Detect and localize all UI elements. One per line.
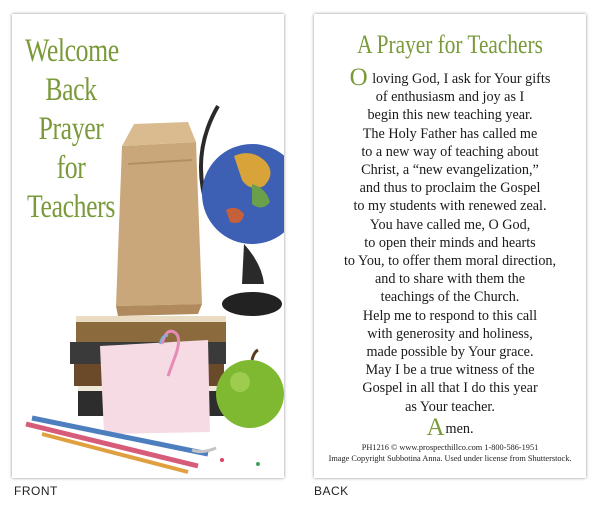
prayer-line: loving God, I ask for Your gifts bbox=[368, 71, 551, 87]
prayer-title: A Prayer for Teachers bbox=[357, 30, 543, 59]
back-card bbox=[314, 14, 586, 478]
prayer-line: and thus to proclaim the Gospel bbox=[359, 180, 541, 197]
copyright-line: Image Copyright Subbotina Anna. Used under license from Shutterstock. bbox=[328, 454, 572, 463]
prayer-line: teachings of the Church. bbox=[380, 289, 520, 306]
prayer-text bbox=[320, 64, 580, 441]
front-title-line: for bbox=[56, 150, 86, 186]
amen-drop-cap: A bbox=[426, 413, 445, 441]
prayer-line: Gospel in all that I do this year bbox=[362, 380, 538, 397]
front-title-line: Teachers bbox=[27, 189, 115, 225]
prayer-line: made possible by Your grace. bbox=[366, 344, 534, 361]
prayer-line: to a new way of teaching about bbox=[361, 143, 539, 160]
prayer-line: to You, to offer them moral direction, bbox=[343, 253, 557, 270]
card-footer bbox=[314, 442, 586, 464]
prayer-line: Christ, a “new evangelization,” bbox=[361, 162, 539, 179]
sticky-note-image bbox=[100, 331, 210, 434]
prayer-line: The Holy Father has called me bbox=[362, 125, 538, 142]
publisher-line: PH1216 © www.prospecthillco.com 1-800-586-1951 bbox=[361, 443, 539, 452]
prayer-line: May I be a true witness of the bbox=[365, 362, 535, 379]
drop-cap: O bbox=[349, 64, 368, 91]
front-card bbox=[12, 14, 284, 478]
front-title bbox=[25, 32, 117, 227]
prayer-first-line bbox=[320, 64, 580, 91]
prayer-line: to my students with renewed zeal. bbox=[353, 198, 547, 215]
paper-bag-image bbox=[116, 122, 202, 316]
amen-line bbox=[320, 413, 580, 441]
prayer-line: begin this new teaching year. bbox=[367, 107, 533, 124]
prayer-line: and to share with them the bbox=[374, 271, 526, 288]
prayer-line: as Your teacher. bbox=[405, 398, 495, 415]
prayer-line: to open their minds and hearts bbox=[364, 234, 536, 251]
back-label: BACK bbox=[314, 484, 349, 498]
front-label: FRONT bbox=[14, 484, 58, 498]
amen-text: men. bbox=[445, 420, 474, 437]
front-title-line: Prayer bbox=[38, 111, 104, 147]
front-title-line: Back bbox=[45, 72, 97, 108]
prayer-line: You have called me, O God, bbox=[369, 216, 531, 233]
prayer-line: Help me to respond to this call bbox=[362, 307, 538, 324]
prayer-line: of enthusiasm and joy as I bbox=[375, 89, 525, 106]
front-title-line: Welcome bbox=[24, 33, 119, 69]
prayer-line: with generosity and holiness, bbox=[367, 325, 533, 342]
